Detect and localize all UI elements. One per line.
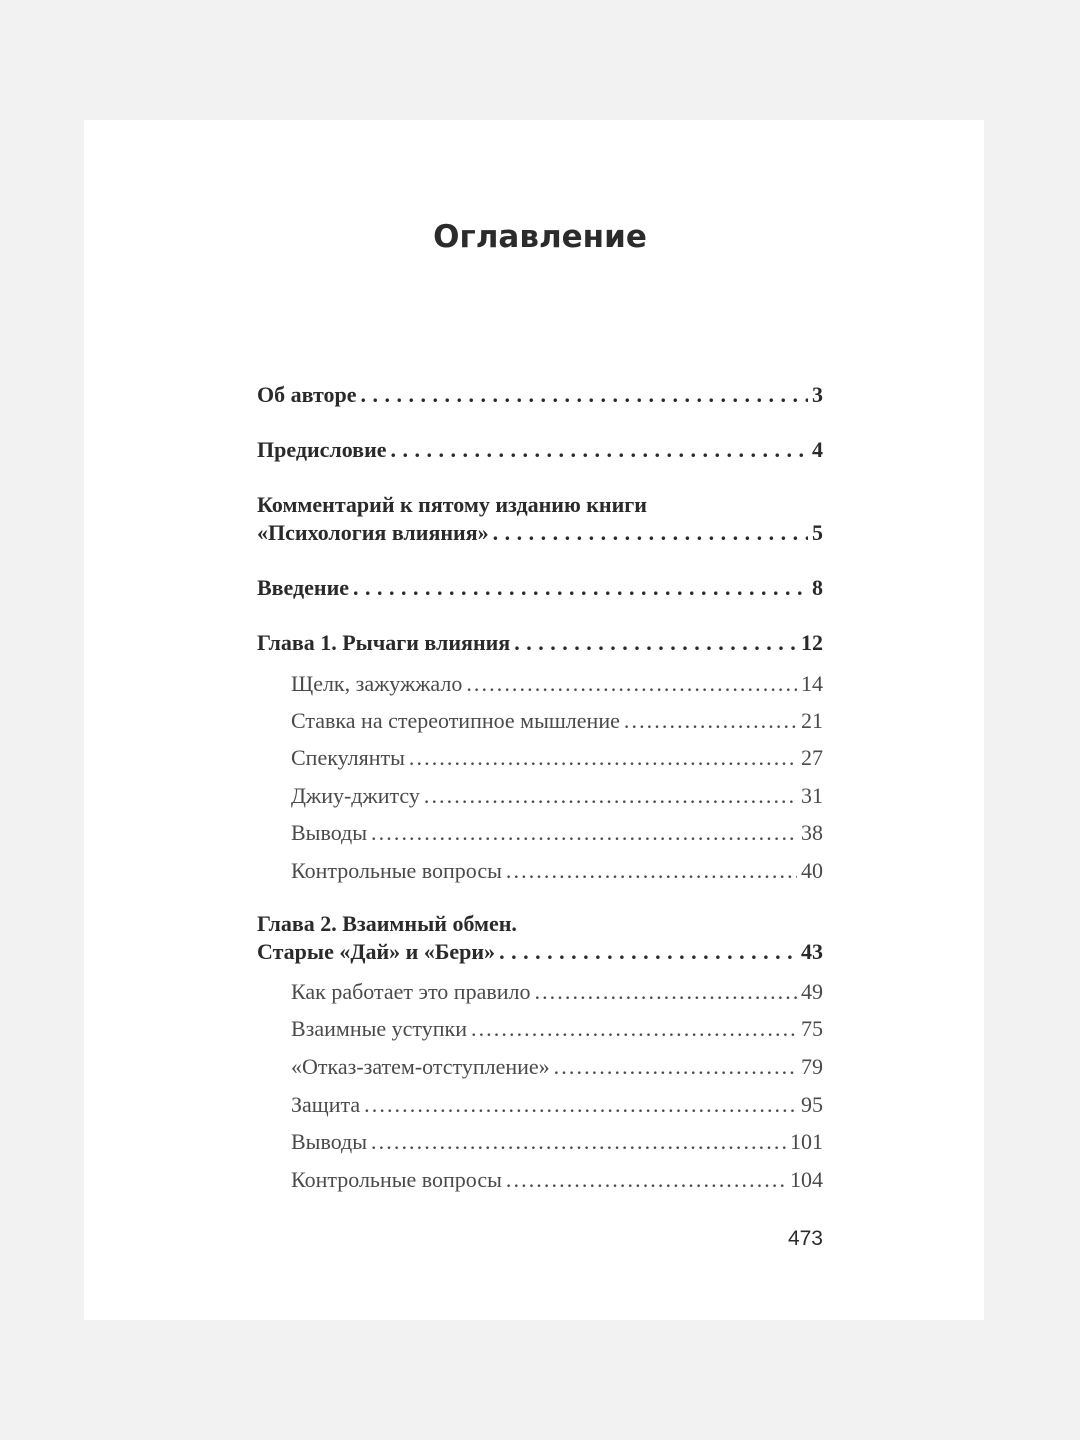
dot-leader	[471, 1014, 797, 1044]
toc-section-label: «Отказ-затем-отступление»	[291, 1054, 550, 1079]
dot-leader	[364, 1090, 797, 1120]
toc-entry-page: 4	[812, 437, 823, 462]
toc-section-entry	[291, 818, 823, 848]
toc-entry-label: Старые «Дай» и «Бери»	[257, 939, 496, 964]
dot-leader	[371, 1127, 786, 1157]
toc-section-page: 49	[801, 979, 823, 1004]
dot-leader	[360, 380, 808, 410]
toc-entry-page: 43	[801, 939, 823, 964]
toc-entry	[257, 518, 823, 548]
toc-entry-page: 3	[812, 382, 823, 407]
dot-leader	[424, 781, 797, 811]
dot-leader	[506, 1165, 786, 1195]
toc-section-entry	[291, 669, 823, 699]
toc-section-page: 27	[801, 745, 823, 770]
dot-leader	[554, 1052, 797, 1082]
toc-section-entry	[291, 1052, 823, 1082]
toc-section-label: Взаимные уступки	[291, 1016, 467, 1041]
toc-section-page: 79	[801, 1054, 823, 1079]
dot-leader	[391, 435, 808, 465]
toc-entry-page: 8	[812, 575, 823, 600]
toc-section-entry	[291, 1090, 823, 1120]
toc-section-page: 14	[801, 671, 823, 696]
toc-section-entry	[291, 977, 823, 1007]
dot-leader	[534, 977, 797, 1007]
dot-leader	[493, 518, 808, 548]
dot-leader	[371, 818, 797, 848]
toc-section-label: Защита	[291, 1092, 361, 1117]
toc-entry-label-line1: Комментарий к пятому изданию книги	[257, 492, 647, 517]
toc-entry-page: 5	[812, 520, 823, 545]
toc-chapter-entry	[257, 628, 823, 658]
toc-section-entry	[291, 1165, 823, 1195]
toc-section-page: 21	[801, 708, 823, 733]
toc-section-entry	[291, 1127, 823, 1157]
toc-section-label: Щелк, зажужжало	[291, 671, 463, 696]
toc-section-label: Контрольные вопросы	[291, 858, 502, 883]
page-number: 473	[787, 1227, 823, 1250]
toc-entry	[257, 380, 823, 410]
toc-section-page: 38	[801, 820, 823, 845]
toc-section-page: 31	[801, 783, 823, 808]
toc-section-page: 95	[801, 1092, 823, 1117]
toc-section-label: Джиу-джитсу	[291, 783, 420, 808]
page-title: Оглавление	[433, 219, 647, 255]
dot-leader	[624, 706, 797, 736]
dot-leader	[514, 628, 797, 658]
dot-leader	[409, 743, 797, 773]
toc-entry-label: Глава 1. Рычаги влияния	[257, 630, 511, 655]
toc-section-label: Выводы	[291, 820, 368, 845]
dot-leader	[353, 573, 808, 603]
toc-entry	[257, 435, 823, 465]
toc-section-page: 104	[790, 1167, 823, 1192]
dot-leader	[466, 669, 797, 699]
dot-leader	[499, 937, 797, 967]
toc-section-label: Ставка на стереотипное мышление	[291, 708, 620, 733]
toc-section-entry	[291, 743, 823, 773]
toc-section-entry	[291, 781, 823, 811]
toc-section-entry	[291, 1014, 823, 1044]
toc-entry-label: Об авторе	[257, 382, 357, 407]
toc-section-page: 101	[790, 1129, 823, 1154]
toc-entry	[257, 573, 823, 603]
toc-entry-label: «Психология влияния»	[257, 520, 489, 545]
toc-section-page: 75	[801, 1016, 823, 1041]
toc-section-label: Как работает это правило	[291, 979, 531, 1004]
toc-chapter-label-line1: Глава 2. Взаимный обмен.	[257, 911, 517, 936]
toc-section-entry	[291, 856, 823, 886]
toc-section-entry	[291, 706, 823, 736]
toc-chapter-entry	[257, 937, 823, 967]
toc-entry-label: Предисловие	[257, 437, 387, 462]
toc-section-label: Контрольные вопросы	[291, 1167, 502, 1192]
toc-section-label: Выводы	[291, 1129, 368, 1154]
toc-entry-label: Введение	[257, 575, 350, 600]
dot-leader	[506, 856, 797, 886]
toc-section-label: Спекулянты	[291, 745, 405, 770]
toc-section-page: 40	[801, 858, 823, 883]
toc-entry-page: 12	[801, 630, 823, 655]
